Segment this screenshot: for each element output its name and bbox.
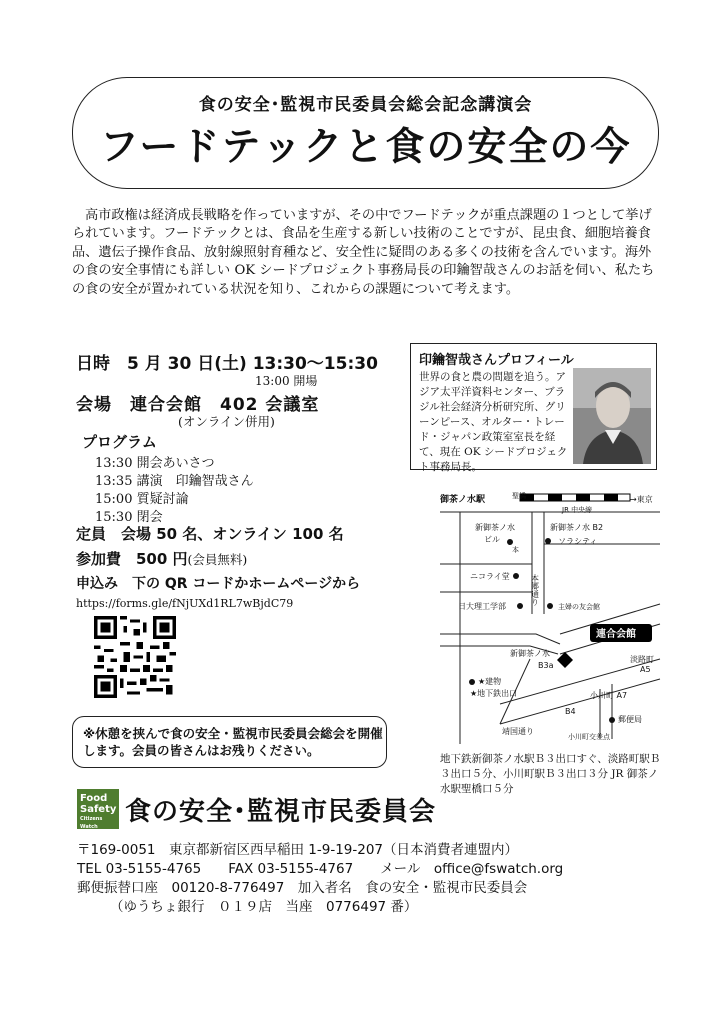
speaker-profile	[410, 343, 657, 473]
open-time: 13:00 開場	[255, 374, 318, 388]
map-label: 小川町交差点	[568, 733, 610, 741]
event-datetime: 日時 5 月 30 日(土) 13:30～15:30	[76, 354, 378, 374]
map-label: 御茶ノ水駅	[440, 495, 486, 505]
fee-note: (会員無料)	[187, 552, 248, 567]
map-label: ★建物	[478, 677, 502, 686]
map-label: JR 中央線	[562, 506, 593, 514]
org-address: 〒169-0051 東京都新宿区西早稲田 1-9-19-207（日本消費者連盟内）	[77, 842, 519, 858]
map-label: B3a	[538, 661, 554, 670]
map-label: 小川町 A7	[590, 691, 628, 700]
profile-text: 世界の食と農の問題を追う。アジア太平洋資料センター、ブラジル社会経済分析研究所、グリーンピース、オルター・トレード・ジャパン政策室室長を経て、現在 OK シードプロジェクト事務局長。	[419, 371, 568, 473]
fee	[76, 548, 247, 569]
map-label: 靖国通り	[502, 727, 534, 736]
map-label: A5	[640, 665, 651, 674]
map-label: 連合会館	[596, 629, 636, 640]
intro-paragraph: 高市政権は経済成長戦略を作っていますが、その中でフードテックが重点課題の１つとして挙げられています。フードテックとは、食品を生産する新しい技術のことですが、昆虫食、細胞培養食品、遺伝子操作食品、放射線照射育種など、安全性に疑問のある多くの技術を含んでいます。海外の食の安全事情にも詳しい OK シードプロジェクト事務局長の印鑰智哉さんのお話を伺い、私たちの食の安全が置かれている状況を知り、これからの課題について考えます。	[72, 208, 655, 297]
map-label: 新御茶ノ水	[510, 649, 550, 658]
logo-line: Citizens Watch	[80, 816, 103, 830]
speaker-photo	[573, 368, 651, 464]
logo-line: Safety	[80, 804, 117, 815]
capacity: 定員 会場 50 名、オンライン 100 名	[76, 525, 344, 543]
map-label: ★地下鉄出口	[470, 689, 518, 698]
map-label: 淡路町	[630, 655, 654, 664]
notice-text: ※休憩を挟んで食の安全・監視市民委員会総会を開催します。会員の皆さんはお残りください。	[83, 726, 383, 758]
fee-label: 参加費 500 円	[76, 550, 188, 568]
map-label: 主婦の友会館	[558, 603, 600, 611]
map-label: 聖橋	[512, 492, 526, 500]
program-item: 15:30 閉会	[95, 510, 163, 525]
apply-instructions: 申込み 下の QR コードかホームページから	[76, 576, 361, 592]
map-label: 本	[512, 546, 519, 554]
map-label: 新御茶ノ水 B2	[550, 523, 604, 532]
map-label: ビル	[484, 535, 500, 544]
map-label: ソラシティ	[558, 537, 598, 546]
event-subtitle: 食の安全･監視市民委員会総会記念講演会	[198, 95, 533, 115]
access-map	[440, 484, 662, 746]
program-title: プログラム	[82, 433, 157, 451]
event-title: フードテックと食の安全の今	[99, 125, 632, 170]
organization-logo	[77, 789, 119, 829]
logo-line: Food	[80, 793, 108, 804]
qr-code[interactable]	[94, 616, 176, 698]
map-label: →東京	[630, 495, 653, 504]
org-postal-account: 郵便振替口座 00120-8-776497 加入者名 食の安全・監視市民委員会	[77, 880, 528, 896]
organization-name: 食の安全･監視市民委員会	[125, 797, 437, 827]
program-item: 15:00 質疑討論	[95, 492, 189, 507]
program-item: 13:30 開会あいさつ	[95, 456, 215, 471]
map-label: ニコライ堂	[470, 572, 510, 581]
map-label: 本郷通り	[530, 574, 540, 606]
online-note: (オンライン併用)	[178, 414, 275, 429]
map-label: 新御茶ノ水	[475, 523, 515, 532]
org-contact: TEL 03-5155-4765 FAX 03-5155-4767 メール office@fswatch.org	[77, 861, 564, 877]
map-label: 郵便局	[618, 715, 642, 724]
application-url[interactable]: https://forms.gle/fNjUXd1RL7wBjdC79	[76, 597, 294, 610]
event-venue: 会場 連合会館 402 会議室	[76, 395, 320, 415]
access-note: 地下鉄新御茶ノ水駅Ｂ３出口すぐ、淡路町駅Ｂ３出口５分、小川町駅Ｂ３出口３分 JR 御茶ノ水駅聖橋口５分	[440, 753, 661, 795]
title-banner	[72, 77, 659, 189]
map-label: 日大理工学部	[458, 602, 506, 611]
general-meeting-notice	[72, 716, 387, 768]
profile-title: 印鑰智哉さんプロフィール	[419, 353, 574, 368]
org-bank-account: （ゆうちょ銀行 ０１９店 当座 0776497 番）	[110, 899, 418, 915]
program-item: 13:35 講演 印鑰智哉さん	[95, 474, 254, 489]
map-label: B4	[565, 707, 576, 716]
